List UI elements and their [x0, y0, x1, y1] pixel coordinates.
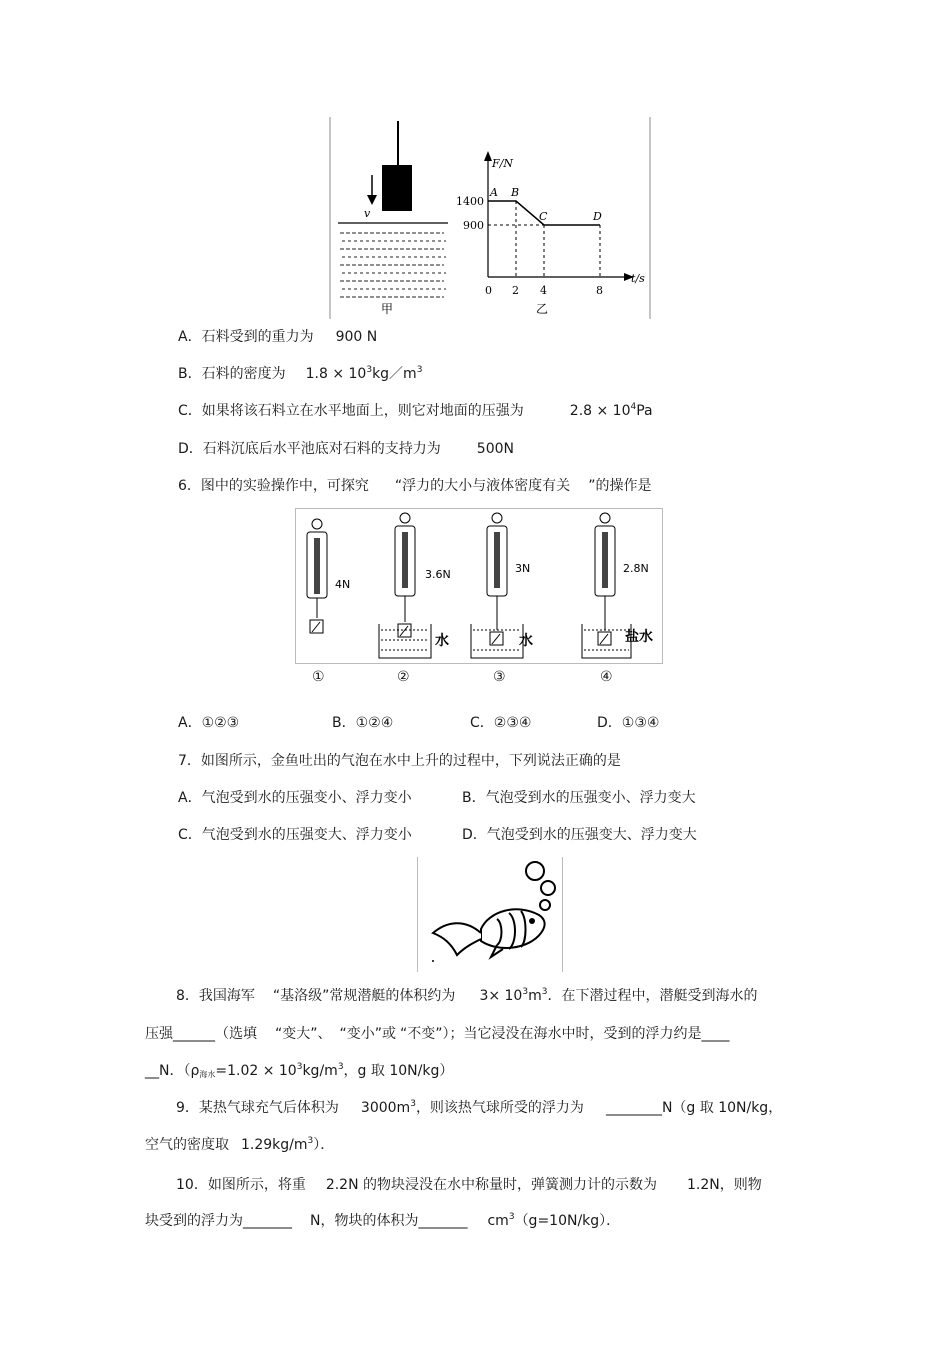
point-B: B	[511, 186, 520, 199]
y-tick-1400: 1400	[456, 195, 484, 208]
q8-line-2: 压强______（选填 “变大”、 “变小”或 “不变”）；当它浸没在海水中时，受到的浮力约是____	[145, 1026, 730, 1042]
point-D: D	[593, 210, 602, 223]
x-tick-4: 4	[540, 284, 547, 297]
v-label: v	[364, 207, 371, 220]
reading-3: 3N	[515, 562, 531, 575]
q10-line-2: 块受到的浮力为_______ N，物块的体积为_______ $cm^3(g=10N/kg)$．	[145, 1212, 621, 1229]
water-area	[340, 233, 446, 297]
figure-stone-force-graph	[328, 117, 652, 319]
scale-1	[307, 519, 327, 633]
reading-4: 2.8N	[623, 562, 649, 575]
point-A: A	[490, 186, 498, 199]
figure-goldfish-bubbles	[417, 857, 563, 972]
y-tick-900: 900	[463, 219, 484, 232]
q7-option-c: C．气泡受到水的压强变大、浮力变小	[178, 827, 412, 843]
q5-option-c: C．如果将该石料立在水平地面上，则它对地面的压强为 $2.8 \times 10^4Pa$	[178, 402, 653, 419]
q7-option-b: B．气泡受到水的压强变小、浮力变大	[462, 790, 696, 806]
reading-1: 4N	[335, 578, 351, 591]
q8-line-1: 8．我国海军 “基洛级”常规潜艇的体积约为 $3\times 10^3m^3$．在下潜过程中，潜艇受到海水的	[176, 987, 758, 1004]
y-axis-label: F/N	[492, 157, 513, 170]
q5-option-d: D．石料沉底后水平池底对石料的支持力为 500N	[178, 441, 514, 457]
q6-stem: 6．图中的实验操作中，可探究 “浮力的大小与液体密度有关 ”的操作是	[178, 478, 652, 494]
q9-line-1: 9．某热气球充气后体积为 $3000m^3$，则该热气球所受的浮力为 ________N（g 取 10N/kg，	[176, 1099, 783, 1116]
q6-number-2: ②	[397, 669, 410, 685]
scale-3	[471, 513, 523, 658]
liquid-label-4: 盐水	[625, 629, 653, 645]
figure-spring-scales	[295, 508, 663, 664]
q9-line-2: 空气的密度取 $1.29kg/m^3$）．	[145, 1136, 335, 1153]
q5-option-b: B．石料的密度为 $1.8 \times 10^3kg/m^3$	[178, 365, 423, 382]
x-tick-2: 2	[512, 284, 519, 297]
q6-option-b: B．①②④	[332, 715, 394, 731]
x-tick-8: 8	[596, 284, 603, 297]
liquid-label-2: 水	[435, 633, 449, 649]
q6-number-1: ①	[312, 669, 325, 685]
q6-option-a: A．①②③	[178, 715, 240, 731]
q6-option-c: C．②③④	[470, 715, 532, 731]
q5-option-a: A．石料受到的重力为 900 N	[178, 329, 378, 345]
point-C: C	[539, 210, 548, 223]
x-axis-label: t/s	[631, 272, 645, 285]
q6-number-3: ③	[493, 669, 506, 685]
q10-line-1: 10．如图所示，将重 2.2N 的物块浸没在水中称量时，弹簧测力计的示数为 1.2N，则物	[176, 1177, 762, 1193]
x-tick-0: 0	[485, 284, 492, 297]
stone-block	[382, 165, 412, 211]
q6-option-d: D．①③④	[597, 715, 660, 731]
q8-line-3: __N．（$\rho_{海水}=1.02 \times 10^3kg/m^3$，g 取 10N/kg）	[145, 1062, 454, 1079]
q7-stem: 7．如图所示，金鱼吐出的气泡在水中上升的过程中，下列说法正确的是	[178, 753, 621, 769]
scale-4	[582, 513, 631, 658]
reading-2: 3.6N	[425, 568, 451, 581]
label-jia: 甲	[381, 302, 394, 316]
liquid-label-3: 水	[519, 633, 533, 649]
q7-option-d: D．气泡受到水的压强变大、浮力变大	[462, 827, 697, 843]
q6-number-4: ④	[600, 669, 613, 685]
scale-2	[379, 513, 431, 658]
label-yi: 乙	[536, 302, 549, 316]
q7-option-a: A．气泡受到水的压强变小、浮力变小	[178, 790, 412, 806]
